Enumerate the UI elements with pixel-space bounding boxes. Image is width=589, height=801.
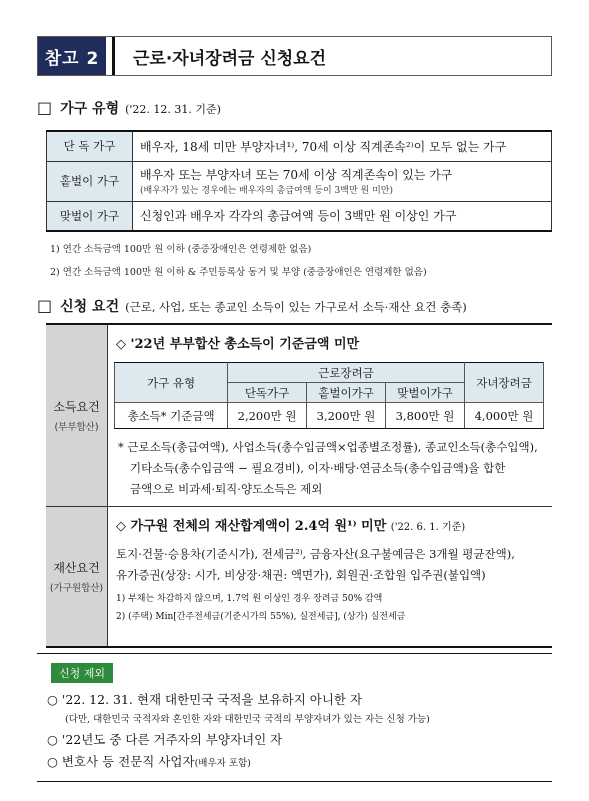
asset-sublabel: (가구원합산) — [49, 582, 104, 594]
footnote: 1) 연간 소득금액 100만 원 이하 (중증장애인은 연령제한 없음) — [50, 244, 312, 255]
row-subtext: (배우자가 있는 경우에는 배우자의 총급여액 등이 3백만 원 미만) — [140, 186, 393, 196]
income-row — [46, 324, 552, 507]
income-heading: ◇ '22년 부부합산 총소득이 기준금액 미만 — [116, 337, 360, 352]
reference-header — [37, 36, 552, 76]
income-note: * 근로소득(총급여액), 사업소득(총수입금액×업종별조정률), 종교인소득(총수입액), 기타소득(총수입금액 − 필요경비), 이자·배당·연금소득(총수입금액)을 합한 금액으로 비과세·퇴직·양도소득은 제외 — [118, 440, 538, 496]
asset-heading: ◇ 가구원 전체의 재산합계액이 2.4억 원¹⁾ 미만 ('22. 6. 1. 기준) — [116, 519, 466, 534]
asset-footnote: 1) 부채는 차감하지 않으며, 1.7억 원 이상인 경우 장려금 50% 감액 — [116, 594, 383, 604]
household-title: 가구 유형 — [60, 101, 120, 117]
income-threshold-table — [114, 362, 544, 429]
requirements-desc: (근로, 사업, 또는 종교인 소득이 있는 가구로서 소득·재산 요건 충족) — [125, 300, 467, 314]
asset-line: 유가증권(상장: 시가, 비상장·채권: 액면가), 회원권·조합원 입주권(불입액) — [116, 568, 486, 582]
row-label: 홑벌이 가구 — [47, 161, 133, 201]
table-row — [47, 201, 552, 231]
exclusion-item: ○ '22. 12. 31. 현재 대한민국 국적을 보유하지 아니한 자 — [47, 692, 363, 707]
col-group-earned: 근로장려금 — [228, 363, 465, 383]
income-sublabel: (부부합산) — [54, 422, 99, 433]
table-row — [47, 161, 552, 201]
subcol-single-earner: 홑벌이가구 — [307, 383, 386, 403]
household-table — [46, 130, 552, 232]
income-body — [108, 324, 553, 507]
checkbox-glyph: □ — [37, 296, 53, 315]
value-child: 4,000만 원 — [465, 403, 544, 429]
row-text: 신청인과 배우자 각각의 총급여액 등이 3백만 원 이상인 가구 — [133, 201, 552, 231]
exclusion-subtext: (다만, 대한민국 국적자와 혼인한 자와 대한민국 국적의 부양자녀가 있는 자는 신청 가능) — [65, 714, 430, 725]
exclusions-box — [37, 653, 552, 782]
household-basis: ('22. 12. 31. 기준) — [125, 103, 221, 116]
checkbox-glyph: □ — [37, 98, 53, 117]
income-label-cell — [46, 324, 108, 507]
col-household-type: 가구 유형 — [115, 363, 228, 403]
requirements-title: 신청 요건 — [60, 299, 120, 315]
row-total-income: 총소득* 기준금액 — [115, 403, 228, 429]
value-single-earner: 3,200만 원 — [307, 403, 386, 429]
household-section-heading — [37, 98, 221, 118]
requirements-section-heading — [37, 296, 467, 316]
exclusion-item: ○ 변호사 등 전문직 사업자(배우자 포함) — [47, 754, 251, 769]
page-title: 근로·자녀장려금 신청요건 — [112, 37, 551, 75]
table-row — [47, 131, 552, 161]
requirements-table — [46, 323, 552, 648]
row-text: 배우자 또는 부양자녀 또는 70세 이상 직계존속이 있는 가구 (배우자가 있는 경우에는 배우자의 총급여액 등이 3백만 원 미만) — [133, 161, 552, 201]
value-dual-earner: 3,800만 원 — [386, 403, 465, 429]
asset-body — [108, 507, 553, 647]
row-label: 맞벌이 가구 — [47, 201, 133, 231]
row-text: 배우자, 18세 미만 부양자녀¹⁾, 70세 이상 직계존속²⁾이 모두 없는 가구 — [133, 131, 552, 161]
exclusion-item: ○ '22년도 중 다른 거주자의 부양자녀인 자 — [47, 732, 283, 747]
asset-line: 토지·건물·승용차(기준시가), 전세금²⁾, 금융자산(요구불예금은 3개월 평균잔액), — [116, 547, 515, 561]
asset-row — [46, 507, 552, 647]
income-label: 소득요건 — [53, 400, 100, 414]
value-single: 2,200만 원 — [228, 403, 307, 429]
subcol-single: 단독가구 — [228, 383, 307, 403]
row-label: 단 독 가구 — [47, 131, 133, 161]
asset-label-cell — [46, 507, 108, 647]
subcol-dual-earner: 맞벌이가구 — [386, 383, 465, 403]
exclusions-tag: 신청 제외 — [51, 663, 113, 683]
asset-footnote: 2) (주택) Min[간주전세금(기준시가의 55%), 실전세금], (상가) 실전세금 — [116, 612, 406, 622]
footnote: 2) 연간 소득금액 100만 원 이하 & 주민등록상 동거 및 부양 (중증장애인은 연령제한 없음) — [50, 267, 427, 278]
reference-number: 참고 2 — [38, 37, 106, 75]
asset-label: 재산요건 — [53, 560, 100, 575]
col-child: 자녀장려금 — [465, 363, 544, 403]
